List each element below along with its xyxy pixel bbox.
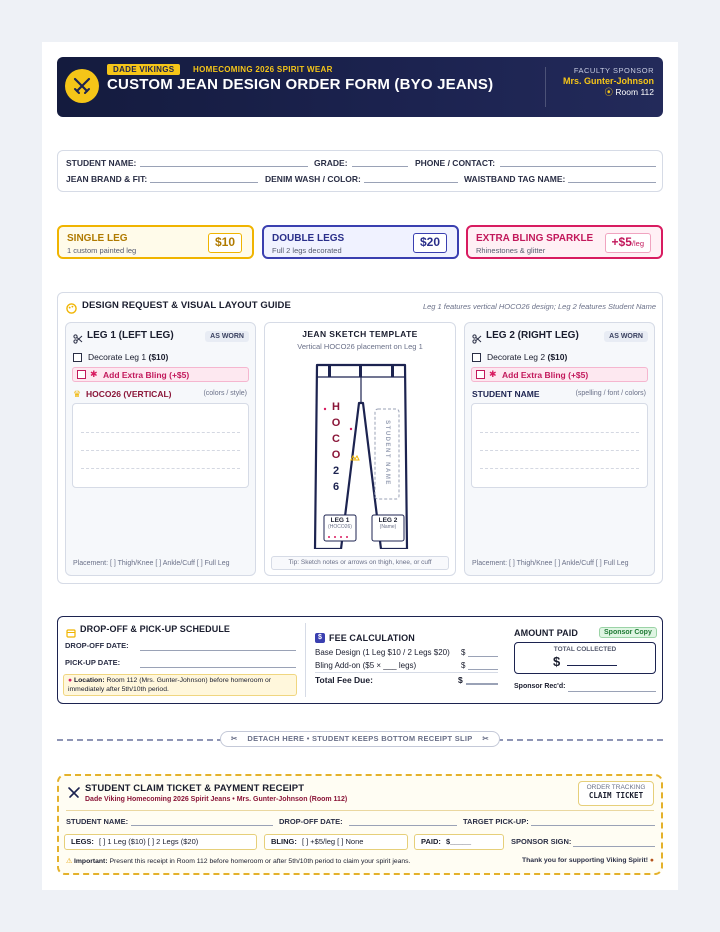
- legs-options: [ ] 1 Leg ($10) [ ] 2 Legs ($20): [99, 837, 199, 846]
- price-card-extra-bling: [466, 225, 663, 259]
- sponsor-recd-field[interactable]: [568, 691, 656, 692]
- claim-ticket: [57, 774, 663, 875]
- price-title: SINGLE LEG: [67, 233, 128, 244]
- leg1-notes-area[interactable]: [72, 403, 249, 488]
- letter: C: [332, 433, 340, 445]
- leg1-label-text: LEG 1: [330, 517, 350, 524]
- detach-text: DETACH HERE • STUDENT KEEPS BOTTOM RECEIPT SLIP: [247, 734, 473, 743]
- letter: H: [332, 401, 340, 413]
- denim-wash-label: DENIM WASH / COLOR:: [265, 174, 361, 184]
- sketch-tip: Tip: Sketch notes or arrows on thigh, knee, or cuff: [271, 556, 449, 570]
- jean-sketch-card: [264, 322, 456, 576]
- scissors-icon: ✂: [231, 734, 238, 743]
- price-tag: [605, 233, 651, 253]
- thanks-note: [522, 857, 654, 864]
- fee-title: FEE CALCULATION: [329, 633, 415, 643]
- ticket-pickup-field[interactable]: [531, 825, 655, 826]
- jean-brand-field[interactable]: [150, 182, 258, 183]
- grade-field[interactable]: [352, 166, 408, 167]
- fee-total-amount[interactable]: [466, 683, 498, 685]
- important-label: Important:: [73, 858, 108, 865]
- leg1-card: [65, 322, 256, 576]
- fee-bling-dollar: $: [461, 661, 466, 670]
- total-collected-box[interactable]: [514, 642, 656, 674]
- location-text: Room 112 (Mrs. Gunter-Johnson) before homeroom or immediately after 5th/10th period.: [68, 677, 272, 693]
- decorate-text: Decorate Leg 1: [88, 352, 147, 362]
- as-worn-badge: AS WORN: [604, 331, 648, 342]
- total-collected-label: TOTAL COLLECTED: [553, 646, 617, 653]
- amount-paid-title: AMOUNT PAID: [514, 628, 578, 638]
- leg2-title: LEG 2 (RIGHT LEG): [486, 330, 579, 341]
- letter: 6: [332, 481, 340, 493]
- dropoff-date-field[interactable]: [140, 650, 296, 651]
- event-tag: HOMECOMING 2026 SPIRIT WEAR: [193, 65, 333, 74]
- price-subtitle: 1 custom painted leg: [67, 246, 137, 255]
- guide-line: [81, 432, 240, 433]
- location-label: Location:: [74, 677, 105, 684]
- ticket-title: STUDENT CLAIM TICKET & PAYMENT RECEIPT: [85, 783, 305, 794]
- design-section-note: Leg 1 features vertical HOCO26 design; Leg 2 features Student Name: [422, 302, 656, 311]
- legs-label: LEGS:: [71, 837, 94, 846]
- form-title: CUSTOM JEAN DESIGN ORDER FORM (BYO JEANS): [107, 76, 494, 93]
- sponsor-copy-badge: Sponsor Copy: [599, 627, 657, 638]
- ticket-dropoff-field[interactable]: [349, 825, 457, 826]
- price-subtitle: Full 2 legs decorated: [272, 246, 342, 255]
- phone-label: PHONE / CONTACT:: [415, 158, 496, 168]
- decorate-text: Decorate Leg 2: [487, 352, 546, 362]
- schedule-fee-section: [57, 616, 663, 704]
- decorate-price: ($10): [148, 352, 169, 362]
- price-subtitle: Rhinestones & glitter: [476, 246, 546, 255]
- sparkle-icon: ✱: [90, 369, 98, 379]
- scissors-icon: ✂: [482, 734, 489, 743]
- ticket-pickup-label: TARGET PICK-UP:: [463, 817, 529, 826]
- leg2-label-sub: (Name): [379, 524, 397, 530]
- student-name-label: STUDENT NAME:: [66, 158, 137, 168]
- leg2-label-text: LEG 2: [378, 517, 398, 524]
- price-card-single-leg: [57, 225, 254, 259]
- leg1-bling-option[interactable]: [72, 367, 249, 382]
- denim-wash-field[interactable]: [364, 182, 458, 183]
- bling-label: BLING:: [271, 837, 297, 846]
- warning-icon: ⚠: [66, 858, 73, 865]
- ticket-rule: [66, 810, 654, 811]
- pickup-label: PICK-UP DATE:: [65, 658, 121, 667]
- room-line: [544, 87, 654, 97]
- price-tag: $10: [208, 233, 242, 253]
- paid-label: PAID:: [421, 837, 441, 846]
- ticket-subtitle: Dade Viking Homecoming 2026 Spirit Jeans • Mrs. Gunter-Johnson (Room 112): [85, 796, 348, 803]
- leg1-label-sub: (HOCO26): [328, 524, 352, 530]
- order-form-sheet: [42, 42, 678, 890]
- important-text: Present this receipt in Room 112 before homeroom or after 5th/10th period to claim your spirit jeans.: [109, 858, 411, 865]
- leg2-placement[interactable]: Placement: [ ] Thigh/Knee [ ] Ankle/Cuff [ ] Full Leg: [472, 560, 629, 567]
- price-value: +$5: [611, 235, 632, 249]
- grade-label: GRADE:: [314, 158, 348, 168]
- design-request-section: [57, 292, 663, 584]
- ticket-legs-box[interactable]: [64, 834, 257, 850]
- guide-line: [480, 468, 639, 469]
- student-info-box: [57, 150, 663, 192]
- crossed-swords-icon: [67, 786, 81, 805]
- sponsor-recd-label: Sponsor Rec'd:: [514, 683, 566, 690]
- price-unit: /leg: [631, 239, 644, 248]
- letter: O: [331, 417, 341, 429]
- divider: [305, 623, 306, 697]
- fee-base-amount[interactable]: [468, 656, 498, 657]
- fee-total-label: Total Fee Due:: [315, 675, 373, 685]
- bling-label: Add Extra Bling (+$5): [502, 370, 589, 380]
- crossed-swords-icon: [65, 69, 99, 103]
- phone-field[interactable]: [500, 166, 656, 167]
- as-worn-badge: AS WORN: [205, 331, 249, 342]
- decorate-leg2-label: [487, 352, 567, 362]
- sponsor-sign-field[interactable]: [573, 846, 655, 847]
- guide-line: [480, 432, 639, 433]
- total-collected-dollar: $: [553, 654, 561, 669]
- paid-value: $_____: [445, 837, 471, 846]
- price-title: DOUBLE LEGS: [272, 233, 345, 244]
- scissors-icon: [73, 331, 83, 349]
- leg1-sketch-label: [324, 517, 356, 531]
- leg1-title: LEG 1 (LEFT LEG): [87, 330, 174, 341]
- fee-base-dollar: $: [461, 648, 466, 657]
- sparkle-icon: ✱: [489, 369, 497, 379]
- ticket-name-label: STUDENT NAME:: [66, 817, 129, 826]
- sketch-title: JEAN SKETCH TEMPLATE: [302, 329, 418, 339]
- letter: 2: [332, 465, 340, 477]
- thanks-text: Thank you for supporting Viking Spirit!: [522, 857, 648, 864]
- bling-options: [ ] +$5/leg [ ] None: [301, 837, 364, 846]
- sketch-subtitle: Vertical HOCO26 placement on Leg 1: [297, 342, 423, 351]
- scissors-icon: [472, 331, 482, 349]
- detach-label: [220, 731, 500, 747]
- sponsor-sign-label: SPONSOR SIGN:: [511, 837, 572, 846]
- fee-total-dollar: $: [458, 675, 463, 685]
- location-note: [63, 674, 297, 696]
- fee-base: Base Design (1 Leg $10 / 2 Legs $20): [315, 648, 450, 657]
- ticket-dropoff-label: DROP-OFF DATE:: [279, 817, 343, 826]
- letter: O: [331, 449, 341, 461]
- hoco26-letters: [326, 399, 346, 495]
- bling-leg2-checkbox[interactable]: [476, 370, 485, 379]
- student-name-field[interactable]: [140, 166, 308, 167]
- jean-brand-label: JEAN BRAND & FIT:: [66, 174, 148, 184]
- total-collected-field[interactable]: [567, 665, 617, 666]
- room-number: Room 112: [615, 87, 654, 97]
- decorate-leg1-label: [88, 352, 168, 362]
- leg1-field-label: HOCO26 (VERTICAL): [86, 389, 172, 399]
- football-icon: ●: [649, 857, 654, 864]
- dollar-icon: $: [315, 633, 325, 643]
- fee-bling: Bling Add-on ($5 × ___ legs): [315, 661, 417, 670]
- palette-icon: [66, 301, 77, 319]
- leg1-placement[interactable]: Placement: [ ] Thigh/Knee [ ] Ankle/Cuff [ ] Full Leg: [73, 560, 230, 567]
- price-tag: $20: [413, 233, 447, 253]
- ticket-name-field[interactable]: [131, 825, 273, 826]
- decorate-leg1-checkbox[interactable]: [73, 353, 82, 362]
- waistband-label: WAISTBAND TAG NAME:: [464, 174, 566, 184]
- location-pin-icon: ⦿: [604, 87, 614, 97]
- form-header: [57, 57, 663, 117]
- leg2-field-label: STUDENT NAME: [472, 389, 540, 399]
- tracking-label: ORDER TRACKING: [586, 784, 646, 791]
- ticket-bling-box[interactable]: [264, 834, 408, 850]
- sponsor-name: Mrs. Gunter-Johnson: [562, 76, 654, 86]
- tracking-value: CLAIM TICKET: [588, 791, 644, 800]
- decorate-leg2-checkbox[interactable]: [472, 353, 481, 362]
- student-name-vertical: STUDENT NAME: [384, 420, 390, 486]
- order-tracking-box: [578, 781, 654, 806]
- location-pin-icon: ●: [68, 677, 73, 684]
- sponsor-label: FACULTY SPONSOR: [573, 66, 654, 75]
- guide-line: [81, 468, 240, 469]
- bling-label: Add Extra Bling (+$5): [103, 370, 190, 380]
- pickup-date-field[interactable]: [140, 667, 296, 668]
- leg2-bling-option[interactable]: [471, 367, 648, 382]
- fee-bling-amount[interactable]: [468, 669, 498, 670]
- fee-rule: [315, 672, 498, 673]
- leg2-field-hint: (spelling / font / colors): [575, 390, 646, 397]
- leg2-card: [464, 322, 655, 576]
- decorate-price: ($10): [547, 352, 568, 362]
- bling-leg1-checkbox[interactable]: [77, 370, 86, 379]
- important-note: [66, 857, 410, 865]
- guide-line: [480, 450, 639, 451]
- crown-icon: ♛: [73, 389, 82, 399]
- leg1-field-hint: (colors / style): [203, 390, 247, 397]
- schedule-title: DROP-OFF & PICK-UP SCHEDULE: [80, 624, 231, 634]
- price-title: EXTRA BLING SPARKLE: [476, 233, 594, 244]
- ticket-paid-box[interactable]: [414, 834, 504, 850]
- dropoff-label: DROP-OFF DATE:: [65, 641, 129, 650]
- guide-line: [81, 450, 240, 451]
- team-tag: DADE VIKINGS: [107, 64, 180, 75]
- waistband-field[interactable]: [568, 182, 656, 183]
- design-section-title: DESIGN REQUEST & VISUAL LAYOUT GUIDE: [82, 300, 291, 311]
- faculty-sponsor-block: [544, 66, 654, 97]
- price-card-double-legs: [262, 225, 459, 259]
- leg2-sketch-label: [372, 517, 404, 531]
- leg2-notes-area[interactable]: [471, 403, 648, 488]
